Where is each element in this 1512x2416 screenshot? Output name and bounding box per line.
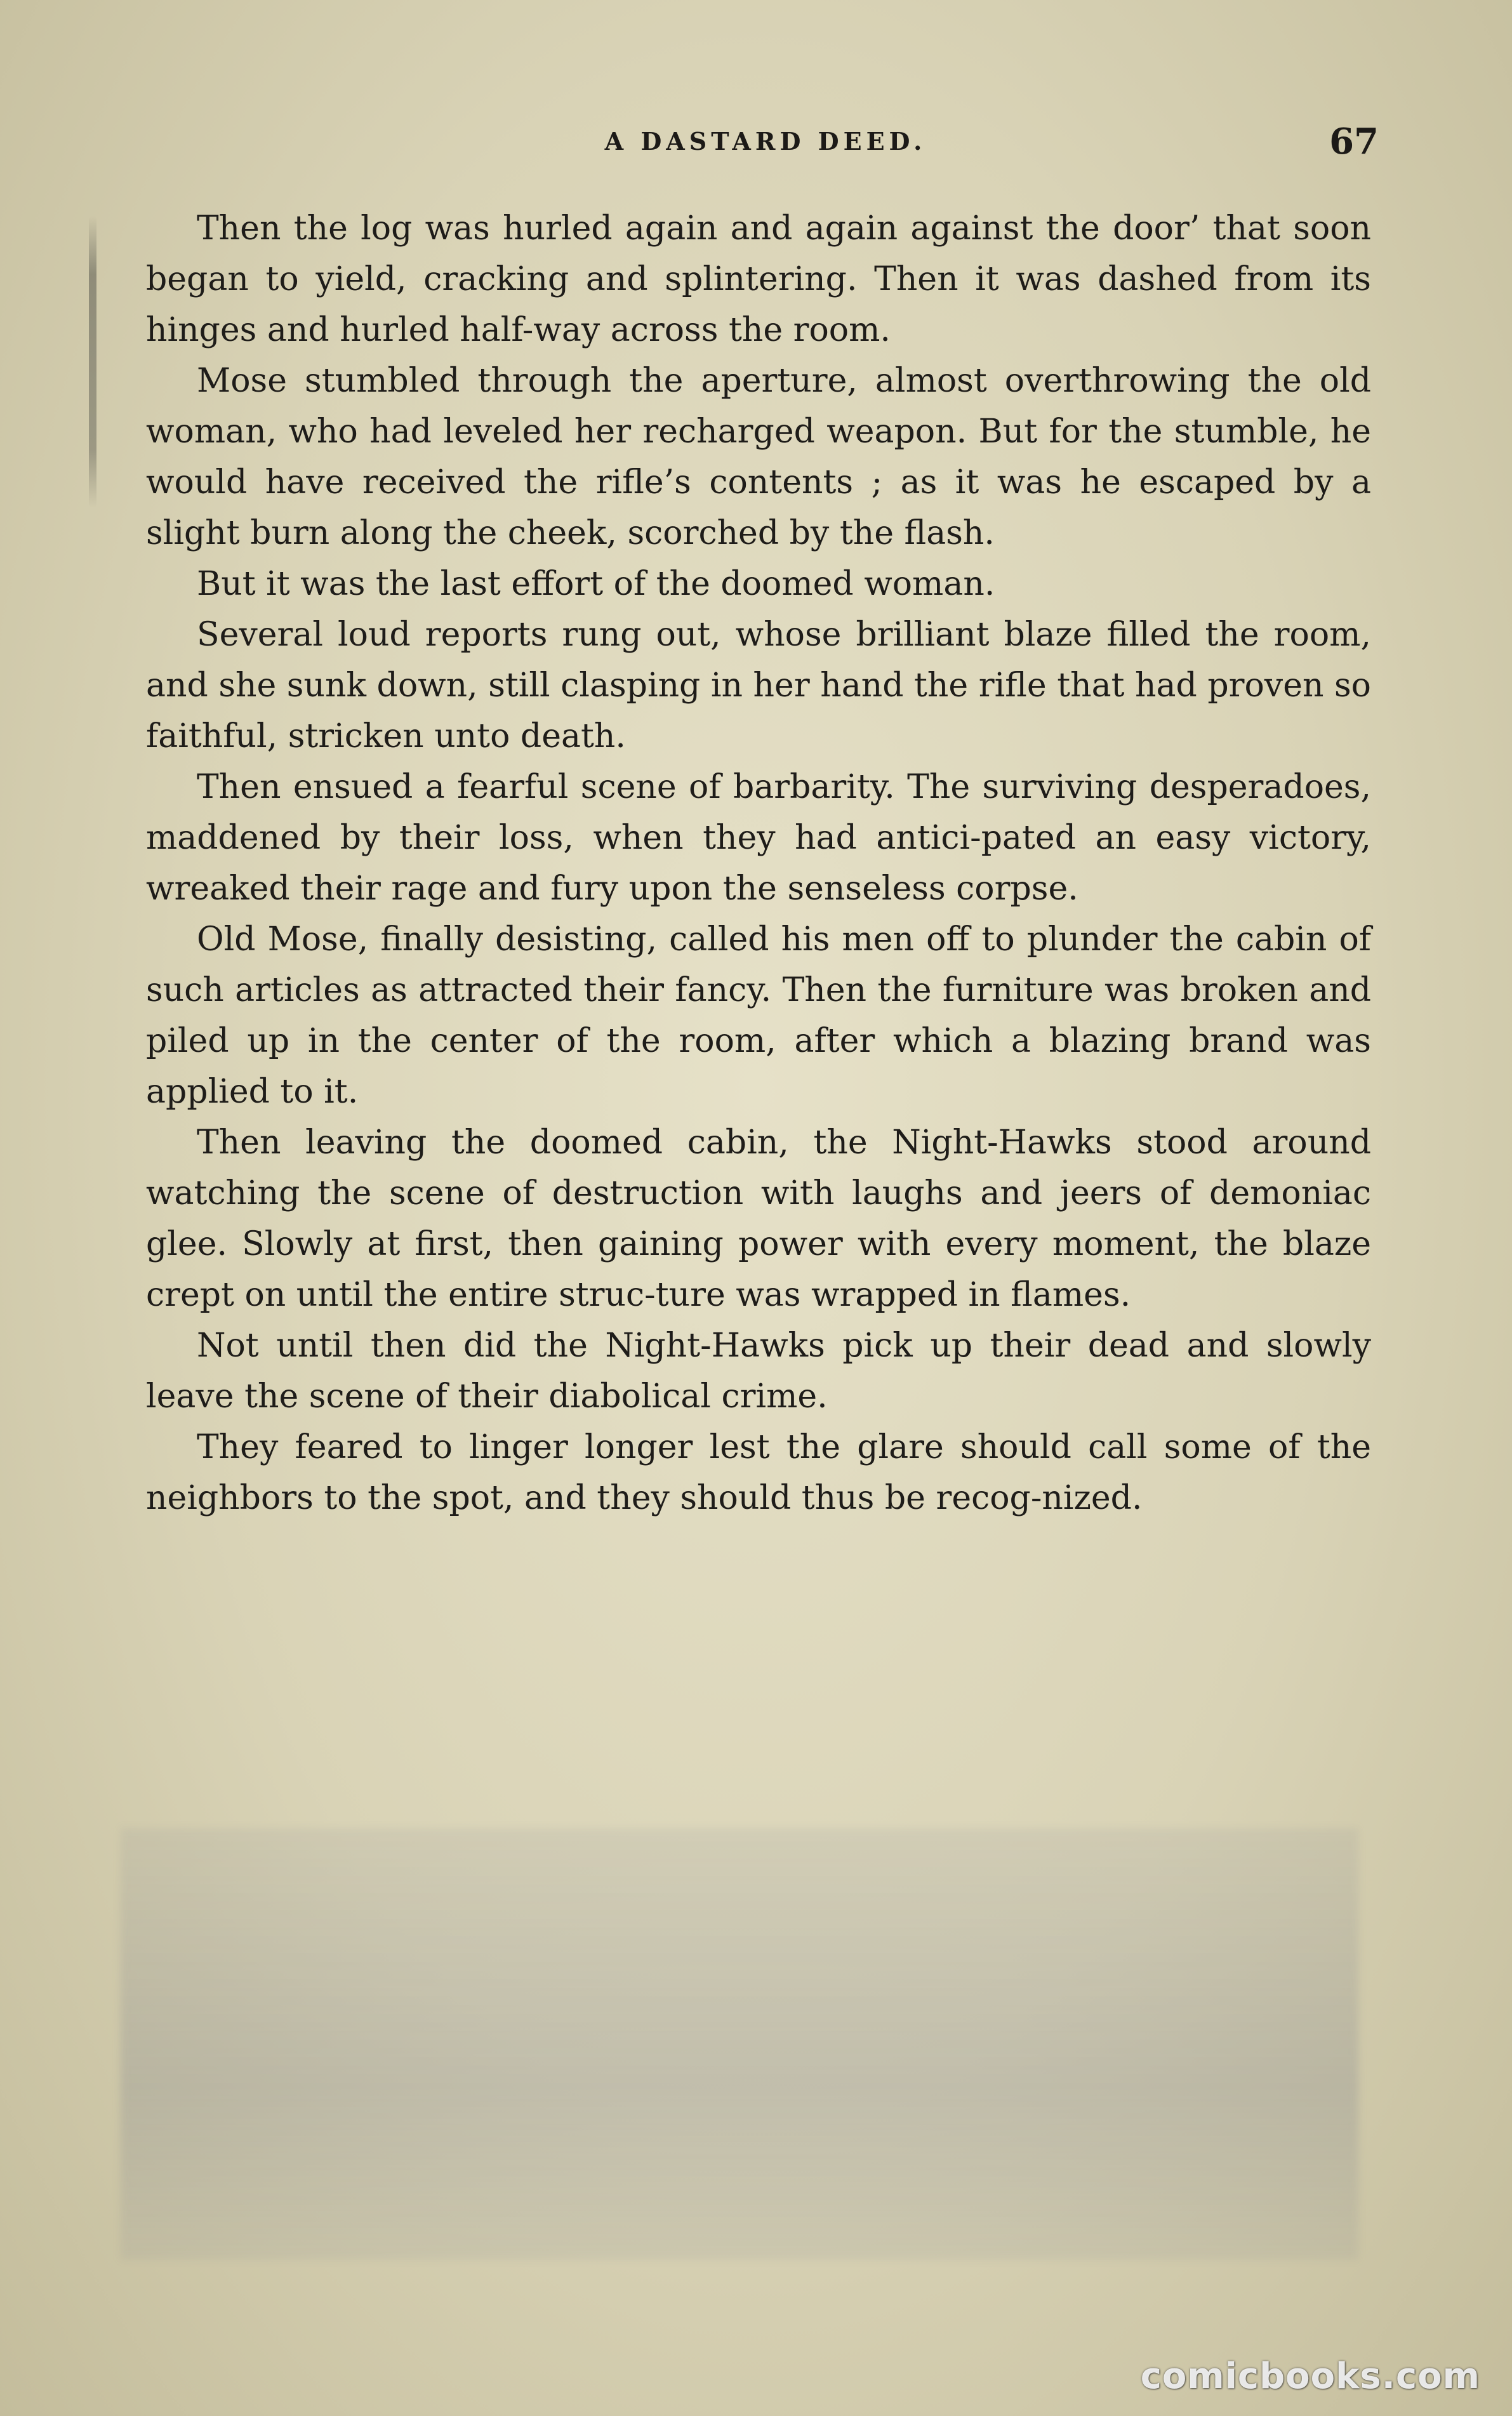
paragraph-6: Old Mose, finally desisting, called his men off to plunder the cabin of such articles as attracted their fancy. Then the furniture was broken and piled up in the center of the room, after which a blazing brand was applied to it. bbox=[146, 920, 1371, 1111]
show-through-shadow bbox=[121, 1828, 1358, 2260]
running-title: A DASTARD DEED. bbox=[604, 127, 927, 156]
paragraph-2: Mose stumbled through the aperture, almost overthrowing the old woman, who had leveled her recharged weapon. But for the stumble, he would have received the rifle’s contents ; as it was he escaped by a slight burn along the cheek, scorched by the flash. bbox=[146, 362, 1371, 552]
paragraph-1: Then the log was hurled again and again against the door’ that soon began to yield, cracking and splintering. Then it was dashed from its hinges and hurled half-way across the room. bbox=[146, 209, 1371, 349]
body-text bbox=[146, 203, 1371, 1523]
margin-pencil-mark bbox=[89, 216, 96, 508]
page-number: 67 bbox=[1329, 121, 1379, 163]
paragraph-3: But it was the last effort of the doomed woman. bbox=[197, 565, 995, 603]
paragraph-9: They feared to linger longer lest the glare should call some of the neighbors to the spot, and they should thus be recog-nized. bbox=[146, 1428, 1371, 1517]
paragraph-5: Then ensued a fearful scene of barbarity. The surviving desperadoes, maddened by their loss, when they had antici-pated an easy victory, wreaked their rage and fury upon the senseless corpse. bbox=[146, 768, 1371, 908]
paragraph-8: Not until then did the Night-Hawks pick up their dead and slowly leave the scene of their diabolical crime. bbox=[146, 1327, 1371, 1416]
paragraph-7: Then leaving the doomed cabin, the Night-Hawks stood around watching the scene of destruction with laughs and jeers of demoniac glee. Slowly at first, then gaining power with every moment, the blaze crept on until the entire struc-ture was wrapped in flames. bbox=[146, 1124, 1371, 1314]
paragraph-4: Several loud reports rung out, whose brilliant blaze filled the room, and she sunk down, still clasping in her hand the rifle that had proven so faithful, stricken unto death. bbox=[146, 616, 1371, 755]
watermark: comicbooks.com bbox=[1140, 2356, 1480, 2397]
running-head bbox=[140, 121, 1391, 178]
